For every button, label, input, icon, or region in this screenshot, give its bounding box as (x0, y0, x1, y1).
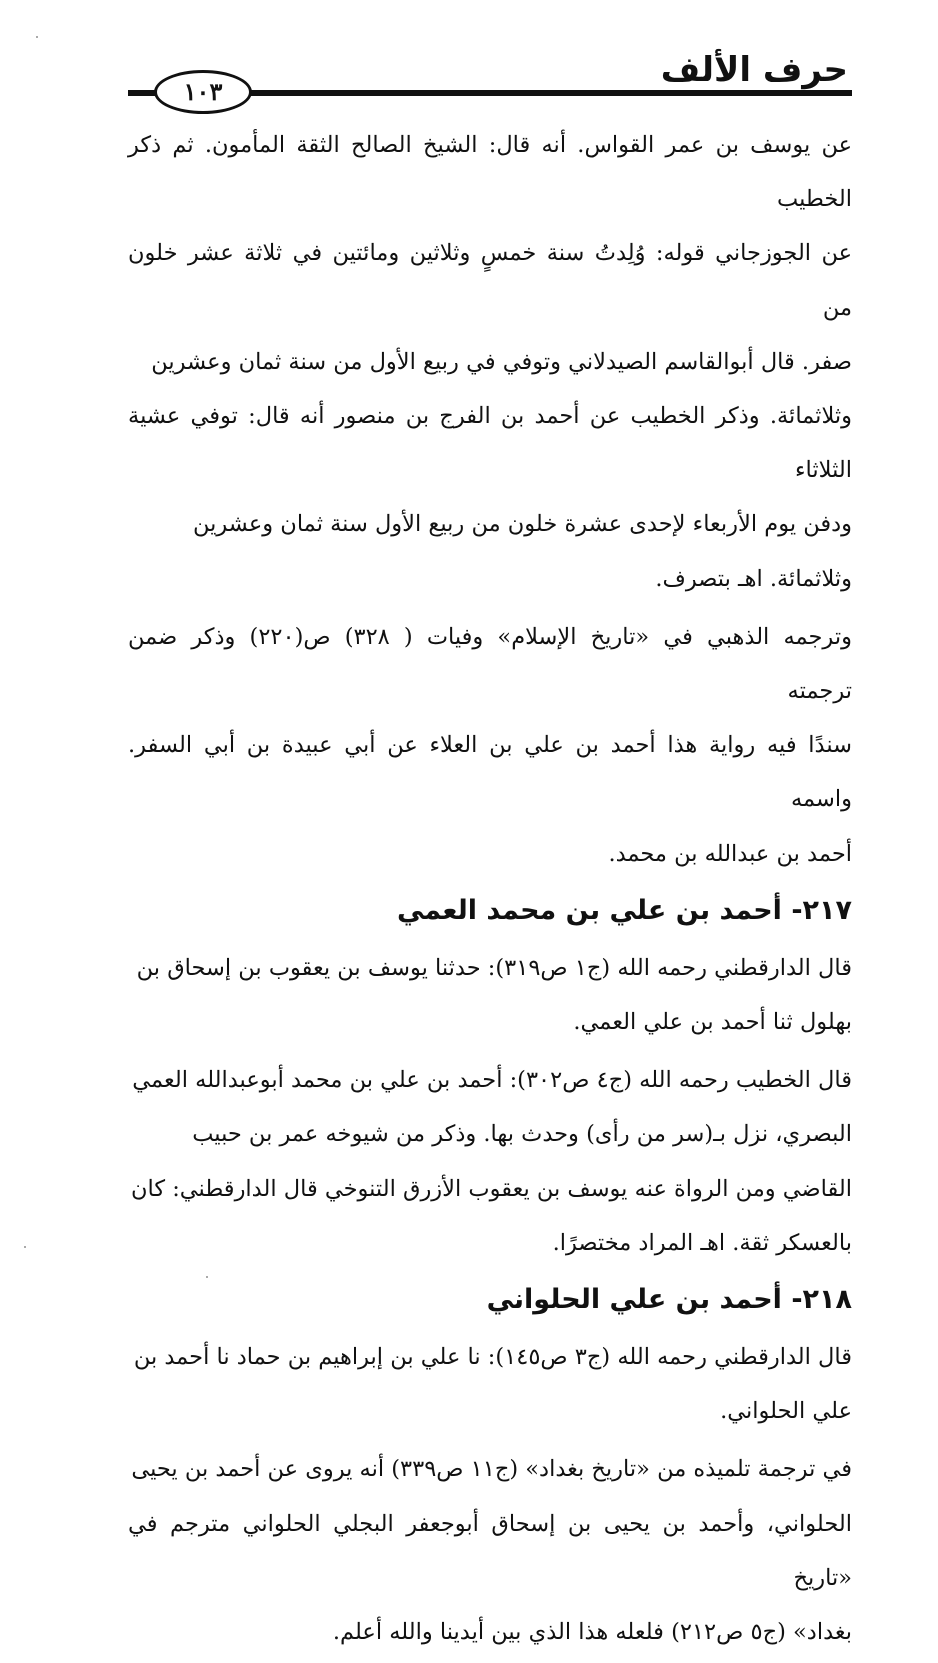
chapter-title: حرف الألف (660, 50, 848, 90)
paragraph-4: قال الخطيب رحمه الله (ج٤ ص٣٠٢): أحمد بن علي بن محمد أبوعبدالله العمي البصري، نزل بـ(سر من رأى) وحدث بها. وذكر من شيوخه عمر بن حبيب القاضي ومن الرواة عنه يوسف بن يعقوب الأزرق التنوخي قال الدارقطني: كان بالعسكر ثقة. اهـ المراد مختصرًا. (130, 1067, 852, 1256)
scan-speck (206, 1276, 208, 1278)
paragraph-5: قال الدارقطني رحمه الله (ج٣ ص١٤٥): نا علي بن إبراهيم بن حماد نا أحمد بن علي الحلواني. (133, 1344, 852, 1425)
scan-speck (36, 36, 38, 38)
entry-218-title: ٢١٨- أحمد بن علي الحلواني (486, 1284, 852, 1316)
entry-217-title: ٢١٧- أحمد بن علي بن محمد العمي (396, 894, 852, 926)
page-number: ١٠٣ (154, 70, 252, 114)
page-body (128, 118, 852, 1663)
page-header (128, 48, 852, 108)
paragraph-6: في ترجمة تلميذه من «تاريخ بغداد» (ج١١ ص٣٣٩) أنه يروى عن أحمد بن يحيى الحلواني، وأحمد بن يحيى بن إسحاق أبوجعفر البجلي الحلواني مترجم في «تاريخ بغداد» (ج٥ ص٢١٢) فلعله هذا الذي بين أيدينا والله أعلم. (128, 1456, 852, 1646)
paragraph-2: وترجمه الذهبي في «تاريخ الإسلام» وفيات ( ٣٢٨) ص(٢٢٠) وذكر ضمن ترجمته سندًا فيه رواية هذا أحمد بن علي بن العلاء عن أبي عبيدة بن أبي السفر. واسمه أحمد بن عبدالله بن محمد. (128, 623, 852, 867)
paragraph-3: قال الدارقطني رحمه الله (ج١ ص٣١٩): حدثنا يوسف بن يعقوب بن إسحاق بن بهلول ثنا أحمد بن علي العمي. (136, 954, 852, 1036)
scan-speck (24, 1246, 26, 1248)
paragraph-1: عن يوسف بن عمر القواس. أنه قال: الشيخ الصالح الثقة المأمون. ثم ذكر الخطيب عن الجوزجاني قوله: وُلِدتُ سنة خمسٍ وثلاثين ومائتين في ثلاثة عشر خلون من صفر. قال أبوالقاسم الصيدلاني وتوفي في ربيع الأول من سنة ثمان وعشرين وثلاثمائة. وذكر الخطيب عن أحمد بن الفرج بن منصور أنه قال: توفي عشية الثلاثاء ودفن يوم الأربعاء لإحدى عشرة خلون من ربيع الأول سنة ثمان وعشرين وثلاثمائة. اهـ بتصرف. (128, 132, 852, 592)
